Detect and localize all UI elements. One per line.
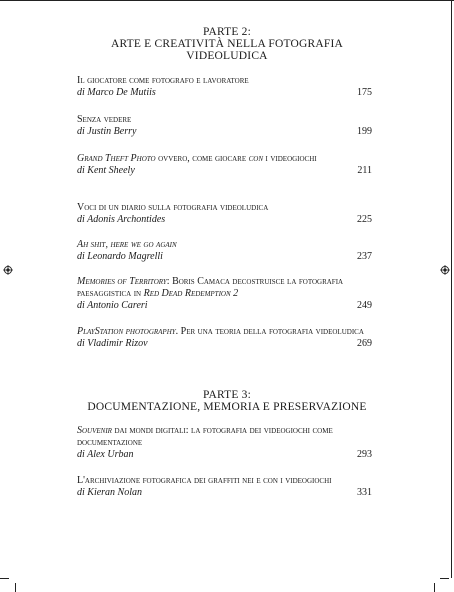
toc-entry[interactable] <box>77 239 372 263</box>
entry-title: Ah shit, here we go again <box>77 239 177 250</box>
toc-entry[interactable] <box>77 75 372 99</box>
part-2-title-line-1: ARTE E CREATIVITÀ NELLA FOTOGRAFIA <box>110 38 344 50</box>
entry-title: PlayStation photography. Per una teoria della fotografia videoludica <box>77 326 364 337</box>
entry-author: di Marco De Mutiis <box>77 87 156 98</box>
registration-mark-icon <box>3 265 13 275</box>
entry-title: Memories of Territory: Boris Camaca decostruisce la fotografia paesaggistica in Red Dead Redemption 2 <box>77 276 344 299</box>
part-3-title-line-1: DOCUMENTAZIONE, MEMORIA E PRESERVAZIONE <box>87 401 367 413</box>
entry-author: di Leonardo Magrelli <box>77 251 163 262</box>
part-2-label: PARTE 2: <box>202 26 252 38</box>
entry-author: di Kent Sheely <box>77 165 135 176</box>
crop-mark-bottom-right-vertical <box>434 583 435 592</box>
entry-title: Senza vedere <box>77 114 132 125</box>
crop-mark-bottom-left-vertical <box>15 583 16 592</box>
registration-mark-icon <box>440 265 450 275</box>
entry-page-number: 175 <box>357 87 372 98</box>
crop-mark-bottom-right <box>440 578 449 579</box>
entry-author: di Alex Urban <box>77 449 134 460</box>
entry-title: L'archiviazione fotografica dei graffiti nei e con i videogiochi <box>77 475 332 486</box>
toc-entry[interactable] <box>77 202 372 226</box>
right-border <box>451 0 452 578</box>
entry-title: Il giocatore come fotografo e lavoratore <box>77 75 249 86</box>
toc-entry[interactable] <box>77 326 372 350</box>
toc-entry[interactable] <box>77 425 372 461</box>
entry-page-number: 331 <box>357 487 372 498</box>
part-3-heading <box>0 389 454 413</box>
entry-page-number: 269 <box>357 338 372 349</box>
entry-page-number: 225 <box>357 214 372 225</box>
entry-page-number: 249 <box>357 300 372 311</box>
toc-entry[interactable] <box>77 276 372 312</box>
entry-title: Grand Theft Photo ovvero, come giocare con i videogiochi <box>77 153 317 164</box>
toc-entry[interactable] <box>77 114 372 138</box>
toc-entry[interactable] <box>77 153 372 177</box>
entry-page-number: 211 <box>357 165 372 176</box>
part-3-label: PARTE 3: <box>202 389 252 401</box>
entry-page-number: 237 <box>357 251 372 262</box>
top-border <box>0 0 454 1</box>
part-2-heading <box>0 26 454 62</box>
entry-author: di Vladimir Rizov <box>77 338 148 349</box>
entry-title: Souvenir dai mondi digitali: la fotografia dei videogiochi come documentazione <box>77 425 333 448</box>
part-2-title-line-2: VIDEOLUDICA <box>186 50 268 62</box>
entry-title: Voci di un diario sulla fotografia videoludica <box>77 202 269 213</box>
entry-page-number: 293 <box>357 449 372 460</box>
crop-mark-bottom-left <box>0 578 9 579</box>
toc-entry[interactable] <box>77 475 372 499</box>
entry-author: di Justin Berry <box>77 126 137 137</box>
entry-author: di Kieran Nolan <box>77 487 143 498</box>
entry-author: di Adonis Archontides <box>77 214 166 225</box>
entry-author: di Antonio Careri <box>77 300 148 311</box>
entry-page-number: 199 <box>357 126 372 137</box>
